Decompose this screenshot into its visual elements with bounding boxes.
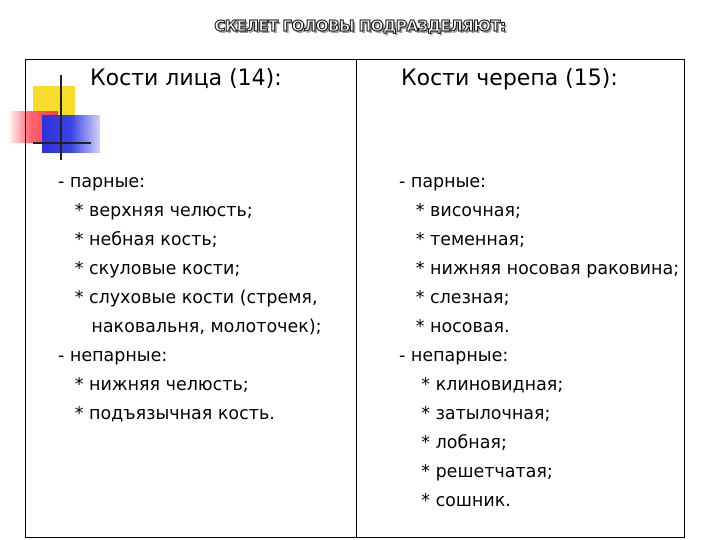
list-item: * клиновидная; bbox=[399, 375, 564, 395]
list-item: * теменная; bbox=[399, 230, 525, 250]
list-item: * сошник. bbox=[399, 491, 511, 511]
face-bones-list bbox=[58, 168, 322, 429]
list-item: * нижняя челюсть; bbox=[58, 375, 249, 395]
list-item: - непарные: bbox=[399, 346, 509, 366]
list-item: * затылочная; bbox=[399, 404, 551, 424]
list-item: * носовая. bbox=[399, 317, 510, 337]
list-item: * подъязычная кость. bbox=[58, 404, 275, 424]
list-item: * решетчатая; bbox=[399, 462, 553, 482]
skull-bones-list bbox=[399, 168, 679, 516]
list-item: * небная кость; bbox=[58, 230, 218, 250]
list-item: наковальня, молоточек); bbox=[58, 317, 322, 337]
list-item: - парные: bbox=[58, 172, 146, 192]
list-item: * слезная; bbox=[399, 288, 510, 308]
column-divider bbox=[356, 60, 357, 537]
skull-bones-header: Кости черепа (15): bbox=[401, 66, 618, 91]
list-item: * верхняя челюсть; bbox=[58, 201, 253, 221]
list-item: * лобная; bbox=[399, 433, 507, 453]
list-item: * височная; bbox=[399, 201, 521, 221]
face-bones-header: Кости лица (14): bbox=[90, 66, 282, 91]
slide-title: СКЕЛЕТ ГОЛОВЫ ПОДРАЗДЕЛЯЮТ: bbox=[214, 17, 506, 35]
list-item: - непарные: bbox=[58, 346, 168, 366]
list-item: - парные: bbox=[399, 172, 487, 192]
list-item: * нижняя носовая раковина; bbox=[399, 259, 680, 279]
bones-table bbox=[25, 59, 685, 538]
list-item: * скуловые кости; bbox=[58, 259, 241, 279]
list-item: * слуховые кости (стремя, bbox=[58, 288, 318, 308]
